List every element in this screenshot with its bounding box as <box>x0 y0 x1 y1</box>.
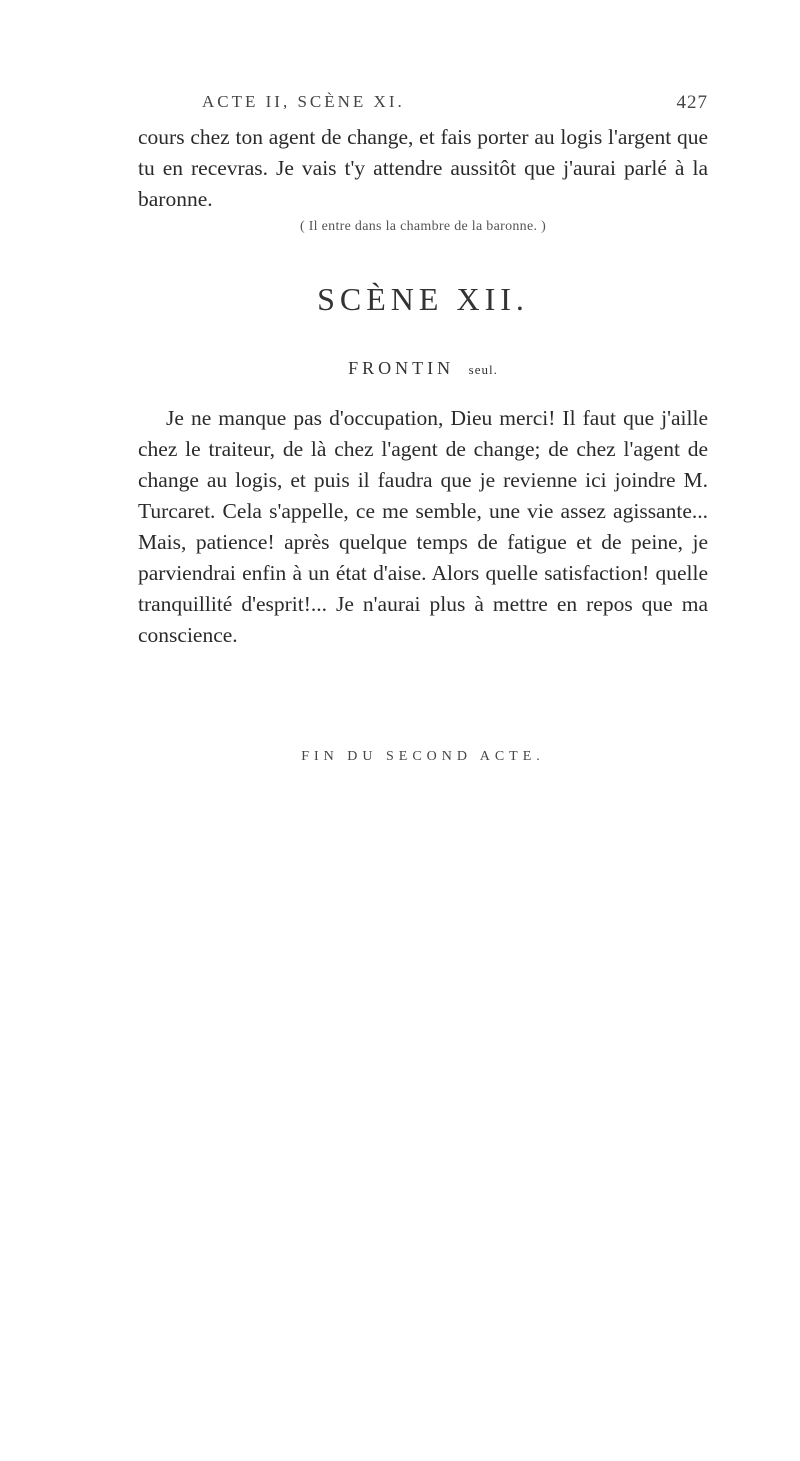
book-page <box>138 92 708 765</box>
running-head-title: ACTE II, SCÈNE XI. <box>202 92 405 111</box>
page-number: 427 <box>676 92 708 113</box>
speaker-name: FRONTIN <box>348 358 455 378</box>
running-head <box>138 92 708 118</box>
stage-direction: ( Il entre dans la chambre de la baronne. ) <box>299 219 547 234</box>
continuation-paragraph: cours chez ton agent de change, et fais porter au logis l'argent que tu en recevras. Je vais t'y attendre aussitôt que j'aurai parlé à la baronne. <box>138 125 708 211</box>
scene-title: SCÈNE XII. <box>317 281 529 317</box>
speaker-note: seul. <box>468 362 498 377</box>
speech-paragraph: Je ne manque pas d'occupation, Dieu merci! Il faut que j'aille chez le traiteur, de là chez l'agent de change; de chez l'agent de change au logis, et puis il faudra que je revienne ici joindre M. Turcaret. Cela s'appelle, ce me semble, une vie assez agissante... Mais, patience! après quelque temps de fatigue et de peine, je parviendrai enfin à un état d'aise. Alors quelle satisfaction! quelle tranquillité d'esprit!... Je n'aurai plus à mettre en repos que ma conscience. <box>138 406 708 647</box>
speaker-heading <box>138 358 708 379</box>
end-of-act-line: FIN DU SECOND ACTE. <box>301 749 545 764</box>
